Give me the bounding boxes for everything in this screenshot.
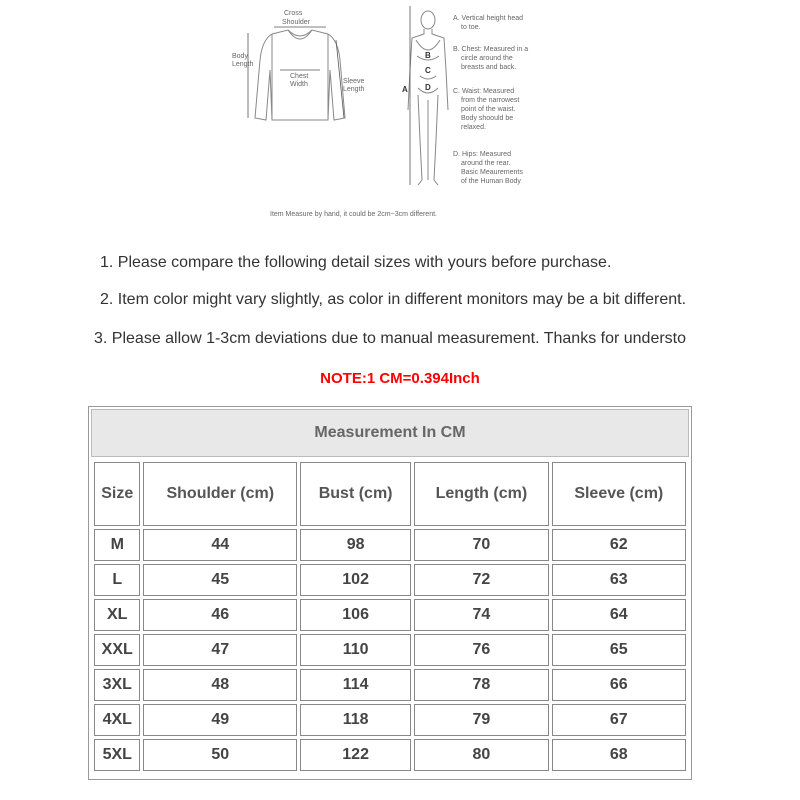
cell-sleeve: 64 [552, 599, 686, 631]
cross-shoulder-label-2: Shoulder [282, 19, 311, 26]
chest-width-label-1: Chest [290, 73, 309, 80]
header-length: Length (cm) [414, 462, 548, 526]
legend-c-2: from the narrowest [461, 97, 520, 104]
human-body-illustration [408, 11, 448, 185]
chest-width-label-2: Width [290, 81, 308, 88]
diagram-svg [0, 0, 800, 225]
cell-bust: 102 [300, 564, 411, 596]
legend-b-2: circle around the [461, 55, 513, 62]
size-table [91, 459, 689, 774]
cell-size: 5XL [94, 739, 140, 771]
cell-sleeve: 68 [552, 739, 686, 771]
cell-size: XL [94, 599, 140, 631]
cell-bust: 98 [300, 529, 411, 561]
legend-b-3: breasts and back. [461, 64, 517, 71]
table-header-row [94, 462, 686, 526]
note-line-3: 3. Please allow 1-3cm deviations due to manual measurement. Thanks for understo [94, 330, 687, 347]
sleeve-length-label-1: Sleeve [343, 78, 365, 85]
table-row [94, 564, 686, 596]
letter-b: B [425, 51, 431, 60]
cell-size: XXL [94, 634, 140, 666]
cell-size: M [94, 529, 140, 561]
legend-a-2: to toe. [461, 24, 481, 31]
cell-size: L [94, 564, 140, 596]
legend-c-5: relaxed. [461, 124, 486, 131]
size-chart [88, 406, 692, 780]
diagram-legend [453, 15, 528, 185]
sleeve-length-label-2: Length [343, 86, 365, 93]
cell-length: 76 [414, 634, 548, 666]
cell-length: 79 [414, 704, 548, 736]
cell-length: 80 [414, 739, 548, 771]
cell-length: 78 [414, 669, 548, 701]
body-length-label-1: Body [232, 53, 248, 60]
table-title: Measurement In CM [91, 409, 689, 457]
table-row [94, 599, 686, 631]
legend-d-4: of the Human Body [461, 178, 521, 185]
letter-c: C [425, 66, 431, 75]
table-row [94, 739, 686, 771]
cell-shoulder: 48 [143, 669, 297, 701]
header-shoulder: Shoulder (cm) [143, 462, 297, 526]
legend-c-1: C. Waist: Measured [453, 88, 515, 95]
letter-d: D [425, 83, 431, 92]
cell-sleeve: 62 [552, 529, 686, 561]
cell-bust: 122 [300, 739, 411, 771]
cell-sleeve: 63 [552, 564, 686, 596]
legend-c-4: Body shoould be [461, 115, 514, 122]
cell-shoulder: 45 [143, 564, 297, 596]
conversion-note: NOTE:1 CM=0.394Inch [320, 370, 480, 387]
header-size: Size [94, 462, 140, 526]
legend-c-3: point of the waist. [461, 106, 516, 113]
header-bust: Bust (cm) [300, 462, 411, 526]
body-length-label-2: Length [232, 61, 254, 68]
note-line-1: 1. Please compare the following detail sizes with yours before purchase. [100, 254, 612, 271]
table-row [94, 704, 686, 736]
cell-length: 74 [414, 599, 548, 631]
cell-bust: 118 [300, 704, 411, 736]
note-line-2: 2. Item color might vary slightly, as color in different monitors may be a bit different. [100, 291, 687, 308]
cell-bust: 106 [300, 599, 411, 631]
cell-shoulder: 49 [143, 704, 297, 736]
cell-shoulder: 50 [143, 739, 297, 771]
table-row [94, 669, 686, 701]
cell-sleeve: 65 [552, 634, 686, 666]
table-row [94, 529, 686, 561]
cell-length: 72 [414, 564, 548, 596]
legend-d-2: around the rear. [461, 160, 511, 167]
cell-shoulder: 47 [143, 634, 297, 666]
cell-bust: 114 [300, 669, 411, 701]
cell-size: 4XL [94, 704, 140, 736]
legend-b-1: B. Chest: Measured in a [453, 46, 529, 53]
cell-shoulder: 44 [143, 529, 297, 561]
cross-shoulder-label-1: Cross [284, 10, 303, 17]
measurement-diagram [0, 0, 800, 225]
cell-sleeve: 66 [552, 669, 686, 701]
legend-a-1: A. Vertical height head [453, 15, 524, 22]
cell-size: 3XL [94, 669, 140, 701]
table-row [94, 634, 686, 666]
cell-bust: 110 [300, 634, 411, 666]
cell-sleeve: 67 [552, 704, 686, 736]
cell-length: 70 [414, 529, 548, 561]
legend-d-3: Basic Meaurements [461, 169, 523, 176]
diagram-caption: Item Measure by hand, it could be 2cm~3cm different. [270, 211, 437, 218]
header-sleeve: Sleeve (cm) [552, 462, 686, 526]
letter-a: A [402, 85, 408, 94]
legend-d-1: D. Hips: Measured [453, 151, 511, 158]
cell-shoulder: 46 [143, 599, 297, 631]
